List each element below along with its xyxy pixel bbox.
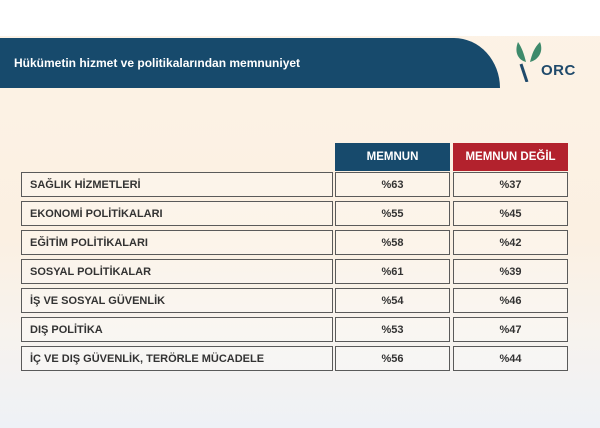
table-row [21, 317, 569, 346]
satisfied-value: %61 [335, 259, 450, 284]
row-label: EĞİTİM POLİTİKALARI [21, 230, 333, 255]
satisfied-value: %56 [335, 346, 450, 371]
table-row [21, 346, 569, 375]
not-satisfied-value: %47 [453, 317, 568, 342]
page-title: Hükümetin hizmet ve politikalarından memnuniyet [14, 56, 301, 70]
satisfied-value: %63 [335, 172, 450, 197]
column-header-satisfied: MEMNUN [335, 143, 450, 171]
row-label: İÇ VE DIŞ GÜVENLİK, TERÖRLE MÜCADELE [21, 346, 333, 371]
logo-text: ORC [541, 62, 576, 79]
satisfaction-table [21, 172, 569, 375]
not-satisfied-value: %44 [453, 346, 568, 371]
table-row [21, 201, 569, 230]
not-satisfied-value: %37 [453, 172, 568, 197]
table-row [21, 230, 569, 259]
satisfied-value: %58 [335, 230, 450, 255]
satisfied-value: %55 [335, 201, 450, 226]
not-satisfied-value: %45 [453, 201, 568, 226]
row-label: DIŞ POLİTİKA [21, 317, 333, 342]
title-banner [0, 38, 500, 88]
row-label: SOSYAL POLİTİKALAR [21, 259, 333, 284]
table-row [21, 172, 569, 201]
satisfied-value: %53 [335, 317, 450, 342]
table-row [21, 259, 569, 288]
row-label: EKONOMİ POLİTİKALARI [21, 201, 333, 226]
orc-logo [512, 38, 592, 88]
table-row [21, 288, 569, 317]
top-strip [0, 0, 600, 36]
column-header-not-satisfied: MEMNUN DEĞİL [453, 143, 568, 171]
satisfied-value: %54 [335, 288, 450, 313]
not-satisfied-value: %39 [453, 259, 568, 284]
row-label: SAĞLIK HİZMETLERİ [21, 172, 333, 197]
not-satisfied-value: %46 [453, 288, 568, 313]
not-satisfied-value: %42 [453, 230, 568, 255]
row-label: İŞ VE SOSYAL GÜVENLİK [21, 288, 333, 313]
